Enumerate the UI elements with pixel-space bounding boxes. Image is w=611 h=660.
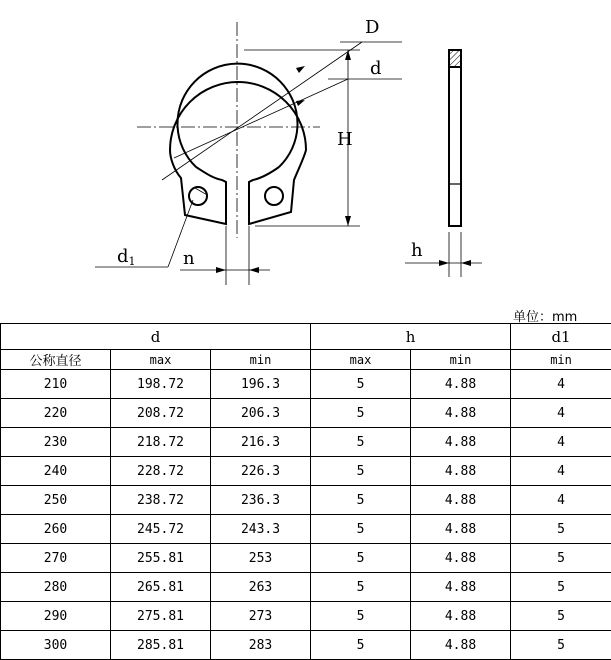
cell-d-min: 273 (211, 602, 311, 631)
cell-h-max: 5 (311, 457, 411, 486)
cell-h-min: 4.88 (411, 573, 511, 602)
cell-nominal: 210 (1, 370, 111, 399)
cell-d-max: 245.72 (111, 515, 211, 544)
header-d-min: min (211, 350, 311, 370)
cell-h-max: 5 (311, 370, 411, 399)
cell-h-max: 5 (311, 573, 411, 602)
cell-d-max: 265.81 (111, 573, 211, 602)
table-row (1, 370, 611, 399)
retaining-ring-drawing (0, 0, 611, 300)
cell-h-min: 4.88 (411, 602, 511, 631)
cell-h-max: 5 (311, 602, 411, 631)
cell-h-max: 5 (311, 399, 411, 428)
dimension-lines (95, 42, 482, 285)
cell-d1-min: 4 (511, 428, 611, 457)
table-row (1, 515, 611, 544)
cell-d1-min: 5 (511, 631, 611, 660)
cell-h-max: 5 (311, 544, 411, 573)
cell-d1-min: 5 (511, 515, 611, 544)
header-h: h (311, 324, 511, 350)
cell-d-max: 285.81 (111, 631, 211, 660)
table-row (1, 457, 611, 486)
header-d1-min: min (511, 350, 611, 370)
cell-d-max: 275.81 (111, 602, 211, 631)
header-h-max: max (311, 350, 411, 370)
cell-h-min: 4.88 (411, 399, 511, 428)
label-D: D (365, 17, 380, 38)
table-row (1, 428, 611, 457)
cell-d-min: 216.3 (211, 428, 311, 457)
label-d: d (370, 58, 382, 79)
cell-nominal: 220 (1, 399, 111, 428)
cell-d-min: 263 (211, 573, 311, 602)
ring-outline (170, 64, 306, 224)
label-n: n (183, 248, 195, 269)
cell-d1-min: 4 (511, 399, 611, 428)
table-row (1, 399, 611, 428)
cell-d-max: 208.72 (111, 399, 211, 428)
cell-nominal: 280 (1, 573, 111, 602)
label-h: h (411, 240, 423, 261)
cell-h-min: 4.88 (411, 457, 511, 486)
cell-d-min: 236.3 (211, 486, 311, 515)
cell-h-min: 4.88 (411, 515, 511, 544)
unit-label: 单位：mm (513, 310, 578, 325)
cell-d-min: 243.3 (211, 515, 311, 544)
cell-h-max: 5 (311, 428, 411, 457)
cell-d-max: 198.72 (111, 370, 211, 399)
table-row (1, 544, 611, 573)
cell-d1-min: 4 (511, 486, 611, 515)
cell-d-min: 206.3 (211, 399, 311, 428)
cell-h-min: 4.88 (411, 631, 511, 660)
cell-d1-min: 5 (511, 573, 611, 602)
dimension-table (0, 323, 611, 660)
table-row (1, 631, 611, 660)
cell-h-min: 4.88 (411, 486, 511, 515)
cell-nominal: 300 (1, 631, 111, 660)
cell-d-max: 238.72 (111, 486, 211, 515)
cell-h-max: 5 (311, 515, 411, 544)
cell-d1-min: 5 (511, 544, 611, 573)
cell-nominal: 230 (1, 428, 111, 457)
cell-d-max: 228.72 (111, 457, 211, 486)
table-row (1, 486, 611, 515)
table-row (1, 602, 611, 631)
header-h-min: min (411, 350, 511, 370)
cell-d-max: 218.72 (111, 428, 211, 457)
cell-d-min: 283 (211, 631, 311, 660)
cell-d-min: 226.3 (211, 457, 311, 486)
cell-h-max: 5 (311, 486, 411, 515)
header-d-max: max (111, 350, 211, 370)
header-nominal: 公称直径 (1, 350, 111, 370)
cell-d-min: 196.3 (211, 370, 311, 399)
cell-nominal: 290 (1, 602, 111, 631)
cell-h-max: 5 (311, 631, 411, 660)
cell-nominal: 260 (1, 515, 111, 544)
label-d1: d1 (117, 246, 136, 268)
side-view (449, 50, 461, 226)
cell-nominal: 250 (1, 486, 111, 515)
cell-h-min: 4.88 (411, 428, 511, 457)
cell-nominal: 270 (1, 544, 111, 573)
table-row (1, 573, 611, 602)
cell-h-min: 4.88 (411, 370, 511, 399)
cell-h-min: 4.88 (411, 544, 511, 573)
cell-nominal: 240 (1, 457, 111, 486)
header-d1: d1 (511, 324, 611, 350)
header-d: d (1, 324, 311, 350)
cell-d-max: 255.81 (111, 544, 211, 573)
label-H: H (337, 129, 353, 150)
cell-d1-min: 4 (511, 457, 611, 486)
cell-d1-min: 4 (511, 370, 611, 399)
cell-d1-min: 5 (511, 602, 611, 631)
cell-d-min: 253 (211, 544, 311, 573)
